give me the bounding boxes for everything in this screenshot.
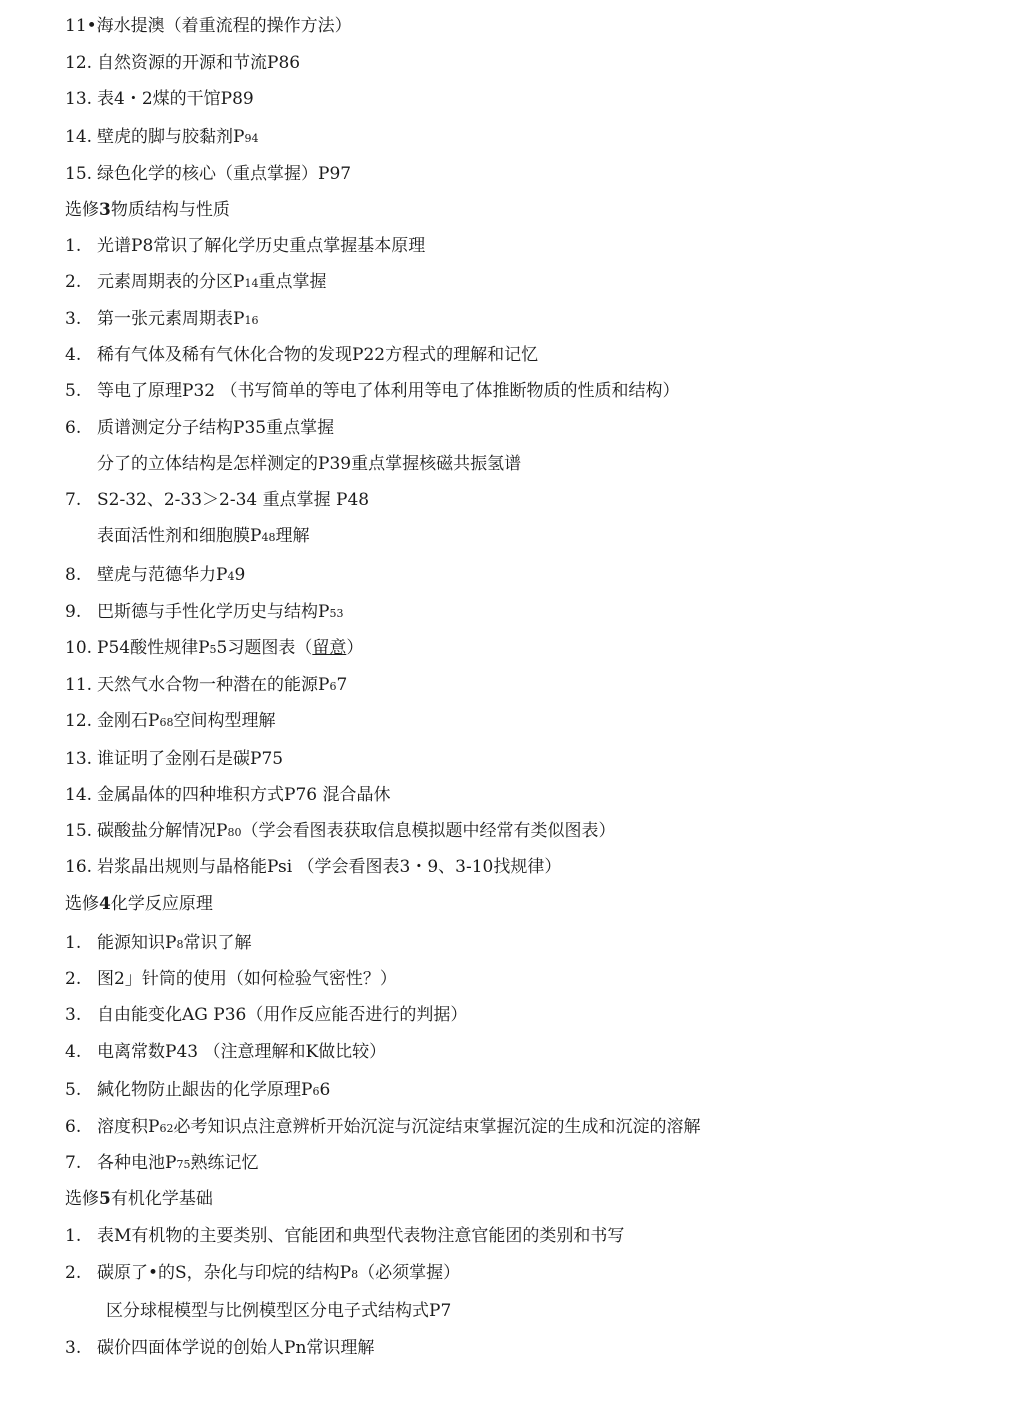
- line-text: 表面活性剂和细胞膜P: [97, 526, 262, 546]
- line-text: 元素周期表的分区P: [97, 272, 245, 292]
- list-item: 15. 碳酸盐分解情况P 80 （学会看图表获取信息模拟题中经常有类似图表）: [65, 821, 616, 841]
- list-item: 7. 各种电池P 75 熟练记忆: [65, 1153, 259, 1173]
- heading-title: 物质结构与性质: [110, 200, 230, 220]
- line-text-after: 重点掌握: [258, 272, 327, 292]
- line-number: 3.: [65, 1005, 82, 1025]
- list-item: 10. P54酸性规律P 5 5习题图表（ 留意 ）: [65, 638, 364, 658]
- line-number: 12.: [65, 711, 93, 731]
- line-number: 16.: [65, 857, 93, 877]
- list-item: 8. 壁虎与范德华力P 4 9: [65, 565, 246, 585]
- list-item: [65, 380, 679, 402]
- line-text: 碳价四面体学说的创始人Pn常识理解: [97, 1338, 375, 1358]
- line-text-after: 空间构型理解: [173, 711, 276, 731]
- list-item: [97, 453, 521, 475]
- list-item: [65, 1004, 467, 1026]
- line-text: 各种电池P: [97, 1153, 177, 1173]
- heading-number: 4: [99, 894, 111, 914]
- line-text: 表4・2煤的干馆P89: [97, 89, 254, 109]
- line-text: 自然资源的开源和节流P86: [97, 53, 301, 73]
- line-text: 壁虎的脚与胶黏剂P: [97, 127, 245, 147]
- list-item: 6. 溶度积P 62 必考知识点注意辨析开始沉淀与沉淀结束掌握沉淀的生成和沉淀的溶解: [65, 1117, 701, 1137]
- line-number: 14.: [65, 785, 93, 805]
- line-text: 谁证明了金刚石是碳P75: [97, 749, 284, 769]
- line-number: 13.: [65, 749, 93, 769]
- underlined-text: 留意: [312, 638, 347, 658]
- line-text: 分了的立体结构是怎样测定的P39重点掌握核磁共振氢谱: [97, 454, 522, 474]
- line-number: 2.: [65, 1263, 82, 1283]
- line-text: 緘化物防止龈齿的化学原理P: [97, 1080, 313, 1100]
- line-text: 巴斯德与手性化学历史与结构P: [97, 602, 330, 622]
- line-text: 壁虎与范德华力P: [97, 565, 228, 585]
- line-text-after: 9: [234, 565, 246, 585]
- list-item: 表面活性剂和细胞膜P 48 理解: [97, 526, 310, 546]
- line-text: 溶度积P: [97, 1117, 160, 1137]
- list-item: [65, 15, 352, 37]
- line-number: 1.: [65, 236, 82, 256]
- line-text-after: 熟练记忆: [190, 1153, 259, 1173]
- line-number: 14.: [65, 127, 93, 147]
- line-text: 金刚石P: [97, 711, 160, 731]
- line-number: 7.: [65, 490, 82, 510]
- line-number: 9.: [65, 602, 82, 622]
- line-text-after: 7: [336, 675, 348, 695]
- list-item: [65, 1225, 624, 1247]
- line-text: 区分球棍模型与比例模型区分电子式结构式P7: [106, 1301, 452, 1321]
- list-item: 1. 能源知识P 8 常识了解: [65, 933, 252, 953]
- list-item: [65, 784, 390, 806]
- line-text: 电离常数P43 （注意理解和K做比较）: [97, 1042, 387, 1062]
- heading-number: 3: [99, 200, 111, 220]
- line-text: 自由能变化AG P36（用作反应能否进行的判据）: [97, 1005, 468, 1025]
- line-text-tail: ）: [346, 638, 364, 658]
- heading-prefix: 选修: [65, 200, 99, 220]
- heading-number: 5: [99, 1189, 111, 1209]
- line-text: 表M有机物的主要类别、官能团和典型代表物注意官能团的类别和书写: [97, 1226, 625, 1246]
- line-number: 5.: [65, 1080, 82, 1100]
- list-item: [65, 968, 397, 990]
- line-number: 8.: [65, 565, 82, 585]
- line-number: 3.: [65, 1338, 82, 1358]
- list-item: [65, 417, 334, 439]
- list-item: [65, 1337, 374, 1359]
- line-number: 13.: [65, 89, 93, 109]
- line-number: 1.: [65, 933, 82, 953]
- line-number: 5.: [65, 381, 82, 401]
- line-text: 能源知识P: [97, 933, 177, 953]
- line-text-after: 6: [319, 1080, 331, 1100]
- line-text-after: （学会看图表获取信息模拟题中经常有类似图表）: [241, 821, 616, 841]
- list-item: [65, 88, 254, 110]
- list-item: 2. 元素周期表的分区P 14 重点掌握: [65, 272, 327, 292]
- heading-title: 化学反应原理: [110, 894, 213, 914]
- list-item: [65, 344, 538, 366]
- list-item: 2. 碳原了•的S，杂化与印烷的结构P 8 （必须掌握）: [65, 1263, 461, 1283]
- line-text-after: 理解: [275, 526, 310, 546]
- list-item: [65, 489, 369, 511]
- heading-prefix: 选修: [65, 1189, 99, 1209]
- line-number: 1.: [65, 1226, 82, 1246]
- line-number: 12.: [65, 53, 93, 73]
- line-text: 图2」针筒的使用（如何检验气密性？）: [97, 969, 397, 989]
- list-item: [65, 1041, 386, 1063]
- list-item: 11. 天然气水合物一种潜在的能源P 6 7: [65, 675, 348, 695]
- list-item: 5. 緘化物防止龈齿的化学原理P 6 6: [65, 1080, 331, 1100]
- line-number: 10.: [65, 638, 93, 658]
- list-item: [65, 163, 351, 185]
- list-item: 3. 第一张元素周期表P 16: [65, 309, 259, 329]
- line-text: 光谱P8常识了解化学历史重点掌握基本原理: [97, 236, 426, 256]
- list-item: [65, 235, 425, 257]
- list-item: [65, 748, 283, 770]
- line-number: 4.: [65, 1042, 82, 1062]
- line-text-after: 必考知识点注意辨析开始沉淀与沉淀结束掌握沉淀的生成和沉淀的溶解: [173, 1117, 701, 1137]
- line-number: 2.: [65, 272, 82, 292]
- line-text: 碳酸盐分解情况P: [97, 821, 228, 841]
- line-number: 6.: [65, 418, 82, 438]
- line-text: 稀有气体及稀有气休化合物的发现P22方程式的理解和记忆: [97, 345, 539, 365]
- line-number: 2.: [65, 969, 82, 989]
- line-number: 7.: [65, 1153, 82, 1173]
- section-heading: [65, 893, 213, 915]
- line-text: S2-32、2-33＞2-34 重点掌握 P48: [97, 490, 370, 510]
- line-text: 碳原了•的S，杂化与印烷的结构P: [97, 1263, 352, 1283]
- list-item: [65, 856, 561, 878]
- line-text: 11•海水提澳（着重流程的操作方法）: [65, 16, 352, 36]
- line-text: 第一张元素周期表P: [97, 309, 245, 329]
- list-item: 14. 壁虎的脚与胶黏剂P 94: [65, 127, 259, 147]
- line-number: 3.: [65, 309, 82, 329]
- line-text-after: 常识了解: [183, 933, 252, 953]
- line-number: 4.: [65, 345, 82, 365]
- list-item: 9. 巴斯德与手性化学历史与结构P 53: [65, 602, 344, 622]
- line-text: P54酸性规律P: [97, 638, 210, 658]
- line-text-after: （必须掌握）: [358, 1263, 461, 1283]
- line-number: 6.: [65, 1117, 82, 1137]
- line-text: 天然气水合物一种潜在的能源P: [97, 675, 330, 695]
- line-text: 质谱测定分子结构P35重点掌握: [97, 418, 335, 438]
- heading-title: 有机化学基础: [110, 1189, 213, 1209]
- section-heading: [65, 199, 230, 221]
- line-text: 金属晶体的四种堆积方式P76 混合晶休: [97, 785, 391, 805]
- line-text: 绿色化学的核心（重点掌握）P97: [97, 164, 352, 184]
- section-heading: [65, 1188, 213, 1210]
- line-number: 15.: [65, 821, 93, 841]
- line-text: 岩浆晶出规则与晶格能Psi （学会看图表3・9、3-10找规律）: [97, 857, 562, 877]
- line-text-after: 5习题图表（: [216, 638, 313, 658]
- line-number: 15.: [65, 164, 93, 184]
- list-item: [106, 1300, 451, 1322]
- heading-prefix: 选修: [65, 894, 99, 914]
- list-item: 12. 金刚石P 68 空间构型理解: [65, 711, 276, 731]
- list-item: [65, 52, 300, 74]
- line-number: 11.: [65, 675, 93, 695]
- line-text: 等电了原理P32 （书写简单的等电了体利用等电了体推断物质的性质和结构）: [97, 381, 680, 401]
